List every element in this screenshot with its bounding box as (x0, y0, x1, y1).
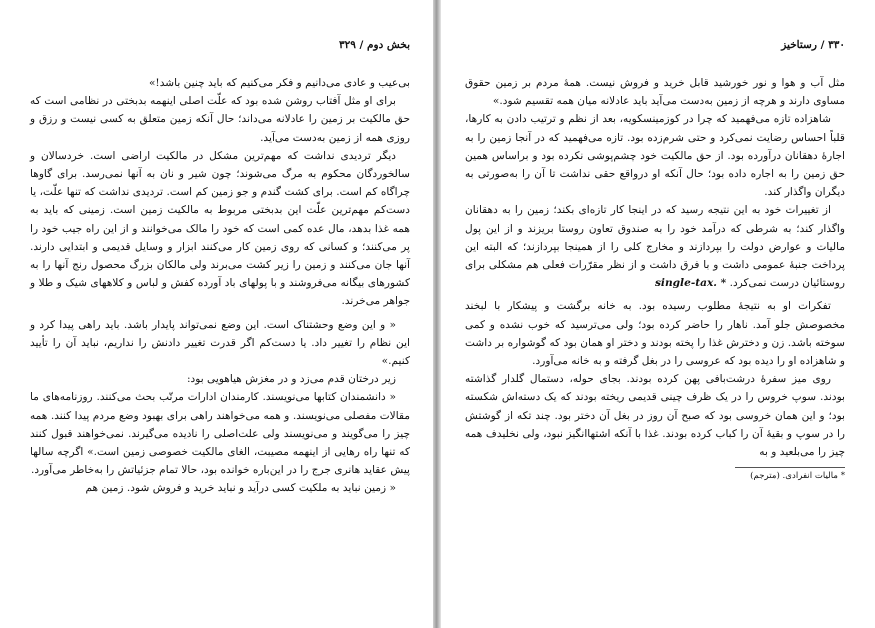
left-paragraph-2: برای او مثل آفتاب روشن شده بود که علّت اصلی اینهمه بدبختی در نظامی است که حق مالکیت بر زمین را عادلانه می‌داند؛ حال آنکه زمین متعلق به کسی نیست و رزق و روزی همه از زمین به‌دست می‌آید. (30, 95, 410, 144)
right-running-head: ۳۳۰ / رستاخیز (781, 39, 845, 51)
left-paragraph-3: دیگر تردیدی نداشت که مهم‌ترین مشکل در مالکیت اراضی است. خردسالان و سالخوردگان محکوم به مرگ می‌شوند؛ چون شیر و نان به آنها نمی‌رسد. برای گاوها چراگاه کم است. برای کشت گندم و جو زمین کم است. تردیدی نداشت که تنها علّت، یا دست‌کم مهم‌ترین علّت این بدبختی مربوط به مالکیت زمین است. زمینی که باید به همه غذا بدهد، مال عده کمی است که خود را مالک می‌خوانند و از این راه جیب خود را پر می‌کنند؛ و کسانی که روی زمین کار می‌کنند ابزار و وسایل قدیمی و ابتدایی دارند. آنها جان می‌کنند و زمین را زیر کشت می‌برند ولی مالکان بزرگ محصول رنج آنها را به کشورهای بیگانه می‌فروشند و با پولهای باد آورده کفش و لباس و کلاههای شیک و طلا و جواهر می‌خرند. (30, 149, 410, 308)
footnote: * مالیات انفرادی. (مترجم) (750, 471, 845, 482)
left-paragraph-1: بی‌عیب و عادی می‌دانیم و فکر می‌کنیم که باید چنین باشد!» (148, 77, 410, 89)
right-paragraph-3 (465, 201, 845, 292)
right-paragraph-3-text: از تغییرات خود به این نتیجه رسید که در اینجا کار تازه‌ای بکند؛ زمین را به دهقانان واگذار کند؛ به شرطی که درآمد خود را به صندوق تعاون روستا بریزند و از این پول مالیات و عوارض دولت را بپردازند و مخارج کلی را از همینجا بپردازند؛ که البته این پرداخت جنبهٔ عمومی داشت و با فرق داشت و از نظر مقرّرات فعلی هم مشکلی برای روستائیان درست نمی‌کرد. (465, 204, 845, 290)
right-body-text (465, 74, 845, 482)
left-page (30, 0, 410, 628)
footnote-divider (735, 467, 845, 468)
left-body-text (30, 74, 410, 498)
book-gutter (433, 0, 441, 628)
footnote-marker-term: single-tax. * (654, 277, 727, 290)
right-paragraph-4: تفکرات او به نتیجهٔ مطلوب رسیده بود. به خانه برگشت و پیشکار با لبخند مخصوصش جلو آمد. ناهار را حاضر کرده بود؛ ولی می‌ترسید که خوب نشده و کمی سوخته باشد. زن و دخترش غذا را پخته بودند و دختر او همان بود که گوشواره بر داشت و شاهزاده او را دیده بود که عروسی را در بغل گرفته و به خانه می‌آورد. (465, 300, 845, 368)
right-paragraph-5: روی میز سفرهٔ درشت‌بافی پهن کرده بودند. بجای حوله، دستمال گلدار گذاشته بودند. سوپ خروس را در یک ظرف چینی قدیمی ریخته بودند که یک دسته‌اش شکسته بود؛ و این همان خروسی بود که صبح آن روز در بغل آن دختر بود. چند تکه از گوشتش را در سوپ و بقیهٔ آن را کباب کرده بودند. غذا با آنکه اشتهاانگیز نبود، ولی نخلیدف همه چیز را می‌بلعید و به (465, 373, 845, 459)
left-paragraph-5: زیر درختان قدم می‌زد و در مغزش هیاهویی بود: (186, 373, 396, 386)
left-paragraph-7: « زمین نباید به ملکیت کسی درآید و نباید خرید و فروش شود. زمین هم (85, 482, 396, 495)
left-paragraph-6: « دانشمندان کتابها می‌نویسند. کارمندان ادارات مرتّب بحث می‌کنند. روزنامه‌های ما مقالات مفصلی می‌نویسند. و همه می‌خواهند راهی برای بهبود وضع مردم پیدا کنند. همه چیز را می‌گویند و می‌نویسند ولی علت‌اصلی را نادیده می‌گیرند. نمی‌خواهند قبول کنند که تنها راه رهایی از اینهمه مصیبت، الغای مالکیت خصوصی زمین است.» اگرچه سالها پیش عقاید هانری جرج را در این‌باره خوانده بود، حالا تمام جزئیاتش را به‌خاطر می‌آورد. (30, 391, 411, 477)
left-running-head: بخش دوم / ۳۲۹ (338, 39, 410, 51)
right-paragraph-1: مثل آب و هوا و نور خورشید قابل خرید و فروش نیست. همهٔ مردم بر زمین حقوق مساوی دارند و هرچه از زمین به‌دست می‌آید باید عادلانه میان همه تقسیم شود.» (465, 77, 845, 108)
right-paragraph-2: شاهزاده تازه می‌فهمید که چرا در کوزمینسکویه، بعد از نظم و ترتیب دادن به کارها، قلباً احساس رضایت نمی‌کرد و حتی شرم‌زده بود. تازه می‌فهمید که در آنجا زمین را به اجارهٔ دهقانان درآورده بود. از حق مالکیت خود چشم‌پوشی نکرده بود و براساس همین حق زمین را به اجاره داده بود؛ حال آنکه او درواقع حقی نداشت تا آن را به‌صورتی به دیگران واگذار کند. (465, 113, 845, 199)
right-page (465, 0, 845, 628)
left-paragraph-4: « و این وضع وحشتناک است. این وضع نمی‌تواند پایدار باشد. باید راهی پیدا کرد و این نظام را تغییر داد. یا دست‌کم اگر قدرت تغییر دادنش را نداریم، نباید آن را تأیید کنیم.» (30, 318, 410, 368)
